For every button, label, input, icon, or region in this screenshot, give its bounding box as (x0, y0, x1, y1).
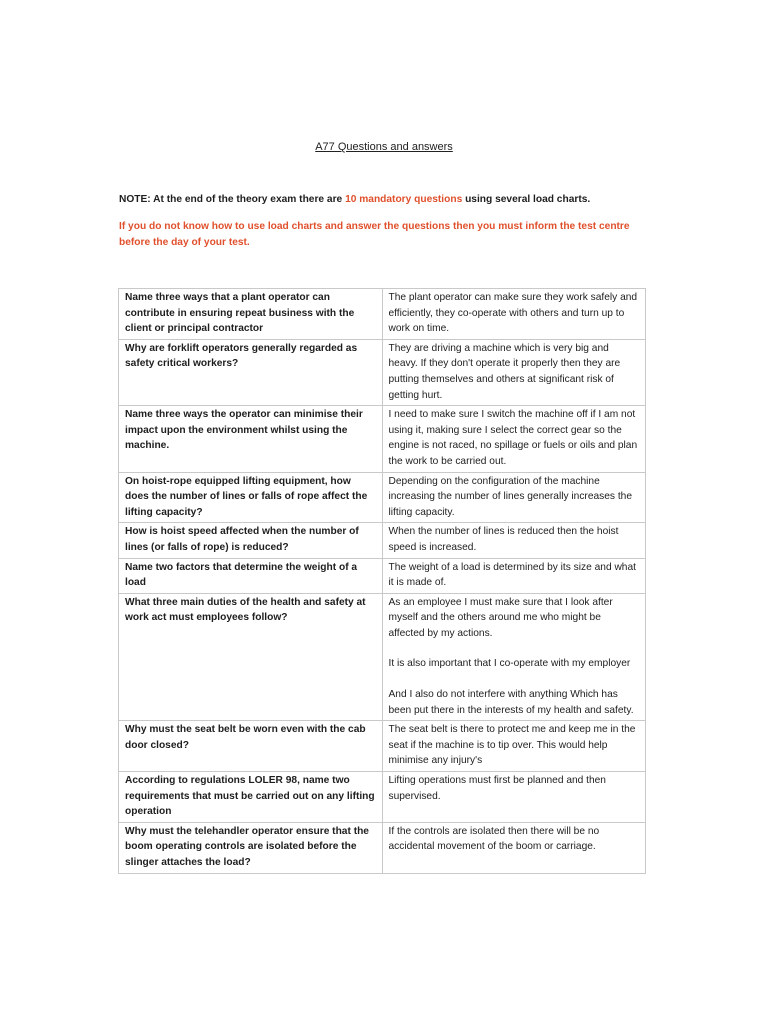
qa-row (119, 822, 646, 873)
question-cell: Name three ways that a plant operator can contribute in ensuring repeat business with the client or principal contractor (119, 289, 383, 340)
question-cell: How is hoist speed affected when the number of lines (or falls of rope) is reduced? (119, 523, 383, 558)
answer-cell (382, 558, 646, 593)
answer-paragraph: They are driving a machine which is very big and heavy. If they don't operate it properly then they are putting themselves and others at significant risk of getting hurt. (388, 342, 621, 401)
answer-cell (382, 772, 646, 823)
answer-paragraph: The weight of a load is determined by its size and what it is made of. (388, 561, 636, 589)
question-cell: According to regulations LOLER 98, name two requirements that must be carried out on any lifting operation (119, 772, 383, 823)
note-line (119, 194, 659, 205)
answer-cell (382, 339, 646, 405)
answer-cell (382, 822, 646, 873)
qa-row (119, 523, 646, 558)
answer-paragraph: As an employee I must make sure that I look after myself and the others around me who might be affected by my actions. (388, 596, 613, 639)
answer-cell (382, 523, 646, 558)
note-prefix: NOTE: At the end of the theory exam there are (119, 194, 346, 205)
question-cell: Why must the telehandler operator ensure that the boom operating controls are isolated before the slinger attaches the load? (119, 822, 383, 873)
answer-cell (382, 593, 646, 721)
qa-row (119, 339, 646, 405)
qa-row (119, 593, 646, 721)
question-cell: Why are forklift operators generally regarded as safety critical workers? (119, 339, 383, 405)
answer-paragraph: If the controls are isolated then there will be no accidental movement of the boom or carriage. (388, 825, 600, 853)
answer-paragraph: I need to make sure I switch the machine off if I am not using it, making sure I select the correct gear so the engine is not raced, no spillage or fuels or oils and plan the work to be carried out. (388, 409, 638, 467)
qa-row (119, 406, 646, 472)
note-suffix: using several load charts. (462, 194, 591, 205)
answer-paragraph: Lifting operations must first be planned and then supervised. (388, 775, 606, 802)
question-cell: What three main duties of the health and safety at work act must employees follow? (119, 593, 383, 721)
answer-cell (382, 289, 646, 340)
page-title: A77 Questions and answers (315, 141, 453, 153)
question-cell: On hoist-rope equipped lifting equipment, how does the number of lines or falls of rope affect the lifting capacity? (119, 472, 383, 523)
answer-paragraph: Depending on the configuration of the machine increasing the number of lines generally increases the lifting capacity. (388, 475, 633, 518)
question-cell: Why must the seat belt be worn even with the cab door closed? (119, 721, 383, 772)
question-cell: Name three ways the operator can minimise their impact upon the environment whilst using the machine. (119, 406, 383, 472)
answer-paragraph: The seat belt is there to protect me and keep me in the seat if the machine is to tip over. This would help minimise any injury's (388, 724, 636, 767)
answer-cell (382, 406, 646, 472)
question-cell: Name two factors that determine the weight of a load (119, 558, 383, 593)
answer-paragraph: It is also important that I co-operate with my employer (388, 658, 631, 670)
qa-row (119, 721, 646, 772)
qa-row (119, 289, 646, 340)
answer-paragraph: And I also do not interfere with anything Which has been put there in the interests of my health and safety. (388, 689, 634, 716)
answer-cell (382, 721, 646, 772)
qa-row (119, 472, 646, 523)
qa-row (119, 772, 646, 823)
answer-paragraph: When the number of lines is reduced then the hoist speed is increased. (388, 526, 619, 553)
qa-table-body (119, 289, 646, 874)
warning-text: If you do not know how to use load charts and answer the questions then you must inform the test centre before the day of your test. (119, 221, 630, 248)
note-highlight: 10 mandatory questions (345, 194, 463, 205)
qa-row (119, 558, 646, 593)
answer-cell (382, 472, 646, 523)
answer-paragraph: The plant operator can make sure they work safely and efficiently, they co-operate with others and turn up to work on time. (388, 292, 638, 335)
qa-table (118, 288, 646, 874)
